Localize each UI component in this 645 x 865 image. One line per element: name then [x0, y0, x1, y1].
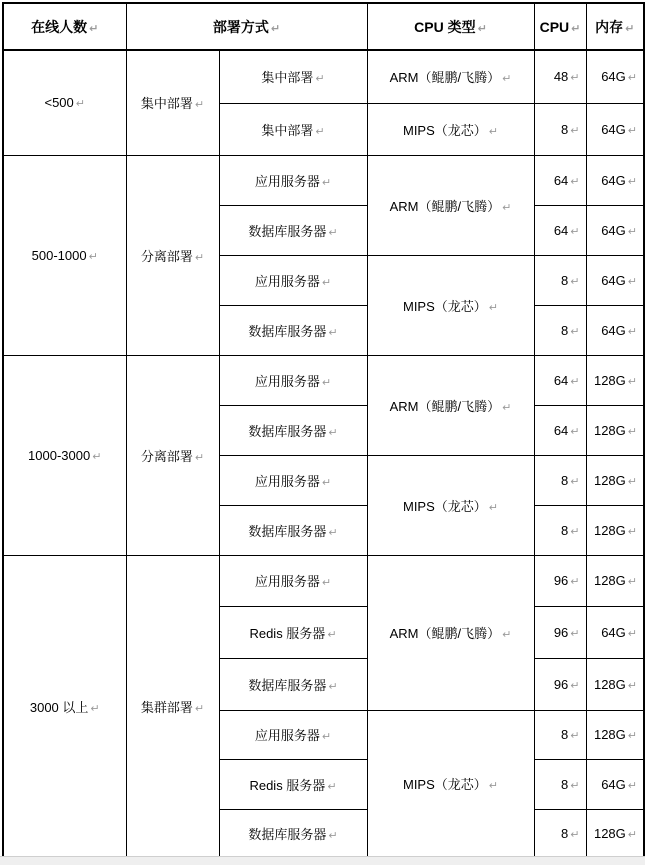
paragraph-return-icon: ↵: [627, 224, 637, 238]
paragraph-return-icon: ↵: [570, 729, 580, 742]
cell-online-users: [3, 355, 126, 555]
paragraph-return-icon: ↵: [570, 424, 580, 438]
paragraph-return-icon: ↵: [627, 827, 637, 841]
cell-text: 应用服务器: [254, 574, 320, 589]
paragraph-return-icon: ↵: [502, 72, 512, 86]
paragraph-return-icon: ↵: [328, 525, 338, 539]
paragraph-return-icon: ↵: [488, 300, 498, 314]
cell-memory: [586, 555, 644, 606]
cell-text: 64: [553, 422, 569, 438]
cell-cpu-type: [367, 355, 534, 455]
cell-deployment-mode: [126, 555, 219, 858]
paragraph-return-icon: ↵: [328, 325, 338, 339]
cell-text: 3000 以上: [29, 699, 89, 715]
cell-memory: [586, 50, 644, 103]
header-memory: [586, 3, 644, 50]
cell-text: 96: [553, 676, 569, 692]
paragraph-return-icon: ↵: [627, 324, 637, 338]
cell-text: 96: [553, 573, 569, 588]
cell-cpu-cores: [534, 405, 586, 455]
table-header-row: [3, 3, 644, 50]
cell-text: 集中部署: [261, 122, 314, 138]
cell-memory: [586, 355, 644, 405]
cell-text: Redis 服务器: [249, 625, 326, 641]
cell-text: 128G: [593, 676, 626, 692]
paragraph-return-icon: ↵: [570, 174, 580, 188]
cell-memory: [586, 759, 644, 809]
cell-text: 128G: [593, 522, 626, 538]
cell-text: 分离部署: [140, 248, 193, 264]
cell-text: CPU: [539, 18, 570, 35]
paragraph-return-icon: ↵: [627, 524, 637, 538]
cell-server-role: [219, 809, 367, 858]
cell-cpu-cores: [534, 205, 586, 255]
cell-cpu-cores: [534, 658, 586, 710]
cell-memory: [586, 809, 644, 858]
cell-text: 集中部署: [140, 96, 193, 112]
cell-memory: [586, 606, 644, 658]
paragraph-return-icon: ↵: [627, 274, 637, 288]
cell-server-role: [219, 205, 367, 255]
cell-server-role: [219, 50, 367, 103]
cell-text: <500: [44, 95, 74, 111]
paragraph-return-icon: ↵: [194, 450, 205, 464]
paragraph-return-icon: ↵: [488, 779, 498, 793]
cell-memory: [586, 405, 644, 455]
paragraph-return-icon: ↵: [328, 828, 338, 842]
cell-text: 数据库服务器: [248, 523, 327, 539]
paragraph-return-icon: ↵: [315, 72, 325, 86]
cell-online-users: [3, 50, 126, 155]
cell-text: 8: [561, 522, 569, 538]
cell-text: 64G: [601, 172, 626, 188]
paragraph-return-icon: ↵: [627, 678, 637, 692]
page-edge-strip: [0, 856, 645, 865]
paragraph-return-icon: ↵: [502, 400, 512, 414]
paragraph-return-icon: ↵: [570, 524, 580, 538]
paragraph-return-icon: ↵: [570, 678, 580, 692]
paragraph-return-icon: ↵: [627, 778, 637, 792]
cell-server-role: [219, 710, 367, 759]
cell-deployment-mode: [126, 155, 219, 355]
cell-server-role: [219, 255, 367, 305]
paragraph-return-icon: ↵: [328, 679, 338, 693]
cell-memory: [586, 103, 644, 155]
cell-memory: [586, 658, 644, 710]
cell-cpu-type: [367, 455, 534, 555]
paragraph-return-icon: ↵: [570, 575, 580, 588]
paragraph-return-icon: ↵: [627, 474, 637, 488]
header-online-users: [3, 3, 126, 50]
cell-text: ARM（鲲鹏/飞腾）: [389, 70, 501, 86]
paragraph-return-icon: ↵: [88, 249, 98, 263]
paragraph-return-icon: ↵: [570, 224, 580, 238]
paragraph-return-icon: ↵: [321, 730, 332, 743]
cell-memory: [586, 205, 644, 255]
cell-text: Redis 服务器: [249, 777, 326, 793]
cell-text: 在线人数: [31, 18, 88, 35]
paragraph-return-icon: ↵: [570, 274, 580, 288]
paragraph-return-icon: ↵: [625, 21, 635, 35]
cell-cpu-cores: [534, 710, 586, 759]
cell-text: 128G: [593, 825, 626, 841]
cell-text: 8: [561, 776, 569, 792]
paragraph-return-icon: ↵: [627, 424, 637, 438]
paragraph-return-icon: ↵: [570, 626, 580, 640]
cell-cpu-cores: [534, 759, 586, 809]
paragraph-return-icon: ↵: [321, 275, 332, 289]
cell-server-role: [219, 455, 367, 505]
cell-text: 64: [553, 372, 569, 388]
cell-server-role: [219, 658, 367, 710]
cell-text: 8: [561, 727, 569, 742]
cell-text: ARM（鲲鹏/飞腾）: [389, 398, 501, 414]
paragraph-return-icon: ↵: [627, 71, 637, 85]
paragraph-return-icon: ↵: [570, 123, 580, 137]
cell-cpu-type: [367, 103, 534, 155]
table-row: [3, 355, 644, 405]
cell-text: CPU 类型: [414, 18, 476, 35]
paragraph-return-icon: ↵: [570, 827, 580, 841]
cell-text: 应用服务器: [254, 273, 320, 289]
cell-text: 64: [553, 222, 569, 238]
cell-cpu-cores: [534, 455, 586, 505]
cell-cpu-cores: [534, 809, 586, 858]
cell-cpu-cores: [534, 606, 586, 658]
cell-text: 8: [561, 472, 569, 488]
paragraph-return-icon: ↵: [92, 449, 102, 463]
server-spec-table: [2, 2, 645, 859]
cell-text: 500-1000: [31, 247, 87, 263]
cell-cpu-type: [367, 710, 534, 858]
cell-text: 128G: [593, 727, 626, 742]
cell-memory: [586, 710, 644, 759]
cell-text: 128G: [593, 573, 626, 588]
paragraph-return-icon: ↵: [327, 779, 337, 793]
paragraph-return-icon: ↵: [321, 475, 332, 489]
cell-memory: [586, 155, 644, 205]
cell-text: 64G: [601, 222, 626, 238]
cell-text: 数据库服务器: [248, 826, 327, 842]
cell-cpu-cores: [534, 355, 586, 405]
cell-online-users: [3, 155, 126, 355]
paragraph-return-icon: ↵: [570, 474, 580, 488]
cell-text: 应用服务器: [254, 373, 320, 389]
paragraph-return-icon: ↵: [194, 701, 205, 715]
paragraph-return-icon: ↵: [89, 21, 99, 35]
cell-text: 64G: [601, 624, 626, 640]
paragraph-return-icon: ↵: [488, 500, 498, 514]
cell-text: ARM（鲲鹏/飞腾）: [389, 198, 501, 214]
cell-cpu-cores: [534, 555, 586, 606]
header-cpu-type: [367, 3, 534, 50]
cell-server-role: [219, 505, 367, 555]
cell-text: 64G: [601, 69, 626, 85]
paragraph-return-icon: ↵: [627, 575, 637, 588]
cell-text: 应用服务器: [254, 728, 320, 743]
table-row: [3, 50, 644, 103]
paragraph-return-icon: ↵: [570, 71, 580, 85]
cell-text: 64G: [601, 322, 626, 338]
cell-text: ARM（鲲鹏/飞腾）: [389, 626, 501, 641]
cell-text: 8: [561, 322, 569, 338]
cell-memory: [586, 305, 644, 355]
table-row: [3, 555, 644, 606]
cell-text: MIPS（龙芯）: [402, 122, 487, 138]
paragraph-return-icon: ↵: [571, 21, 581, 35]
cell-text: MIPS（龙芯）: [402, 298, 487, 314]
cell-cpu-cores: [534, 305, 586, 355]
cell-memory: [586, 455, 644, 505]
cell-cpu-type: [367, 555, 534, 710]
cell-cpu-cores: [534, 505, 586, 555]
paragraph-return-icon: ↵: [328, 425, 338, 439]
paragraph-return-icon: ↵: [570, 324, 580, 338]
cell-text: 64: [553, 172, 569, 188]
cell-memory: [586, 505, 644, 555]
paragraph-return-icon: ↵: [502, 200, 512, 214]
cell-text: 应用服务器: [254, 473, 320, 489]
paragraph-return-icon: ↵: [321, 175, 332, 189]
cell-text: MIPS（龙芯）: [402, 777, 487, 793]
header-cpu-cores: [534, 3, 586, 50]
paragraph-return-icon: ↵: [502, 628, 512, 641]
paragraph-return-icon: ↵: [627, 123, 637, 137]
cell-text: MIPS（龙芯）: [402, 498, 487, 514]
cell-text: 128G: [593, 422, 626, 438]
cell-text: 数据库服务器: [248, 423, 327, 439]
cell-server-role: [219, 103, 367, 155]
cell-text: 64G: [601, 776, 626, 792]
paragraph-return-icon: ↵: [477, 21, 487, 35]
cell-text: 应用服务器: [254, 173, 320, 189]
cell-text: 8: [561, 272, 569, 288]
cell-text: 数据库服务器: [248, 223, 327, 239]
cell-text: 部署方式: [212, 18, 269, 35]
cell-cpu-type: [367, 155, 534, 255]
paragraph-return-icon: ↵: [627, 374, 637, 388]
cell-text: 48: [553, 69, 569, 85]
cell-server-role: [219, 155, 367, 205]
paragraph-return-icon: ↵: [328, 225, 338, 239]
cell-text: 8: [561, 121, 569, 137]
cell-cpu-type: [367, 255, 534, 355]
cell-cpu-cores: [534, 50, 586, 103]
cell-text: 数据库服务器: [248, 323, 327, 339]
paragraph-return-icon: ↵: [570, 778, 580, 792]
cell-text: 64G: [601, 272, 626, 288]
paragraph-return-icon: ↵: [488, 124, 498, 138]
cell-text: 128G: [593, 472, 626, 488]
cell-server-role: [219, 305, 367, 355]
cell-text: 集群部署: [140, 699, 193, 715]
paragraph-return-icon: ↵: [75, 97, 85, 111]
paragraph-return-icon: ↵: [327, 627, 337, 641]
cell-text: 内存: [595, 18, 624, 35]
cell-online-users: [3, 555, 126, 858]
header-deployment-mode: [126, 3, 367, 50]
cell-cpu-type: [367, 50, 534, 103]
cell-cpu-cores: [534, 255, 586, 305]
paragraph-return-icon: ↵: [90, 701, 100, 715]
cell-deployment-mode: [126, 355, 219, 555]
cell-text: 8: [561, 825, 569, 841]
cell-server-role: [219, 606, 367, 658]
cell-server-role: [219, 555, 367, 606]
paragraph-return-icon: ↵: [321, 375, 332, 389]
cell-server-role: [219, 759, 367, 809]
cell-deployment-mode: [126, 50, 219, 155]
table-row: [3, 155, 644, 205]
cell-text: 64G: [601, 121, 626, 137]
cell-text: 集中部署: [261, 70, 314, 86]
cell-text: 分离部署: [140, 448, 193, 464]
paragraph-return-icon: ↵: [194, 98, 205, 112]
cell-text: 数据库服务器: [248, 677, 327, 693]
paragraph-return-icon: ↵: [194, 250, 205, 264]
paragraph-return-icon: ↵: [315, 124, 325, 138]
cell-text: 1000-3000: [28, 447, 91, 463]
cell-text: 128G: [593, 372, 626, 388]
cell-cpu-cores: [534, 103, 586, 155]
paragraph-return-icon: ↵: [270, 21, 281, 35]
paragraph-return-icon: ↵: [321, 576, 332, 589]
cell-memory: [586, 255, 644, 305]
cell-cpu-cores: [534, 155, 586, 205]
paragraph-return-icon: ↵: [627, 729, 637, 742]
cell-server-role: [219, 355, 367, 405]
paragraph-return-icon: ↵: [570, 374, 580, 388]
paragraph-return-icon: ↵: [627, 174, 637, 188]
cell-text: 96: [553, 624, 569, 640]
paragraph-return-icon: ↵: [627, 626, 637, 640]
cell-server-role: [219, 405, 367, 455]
